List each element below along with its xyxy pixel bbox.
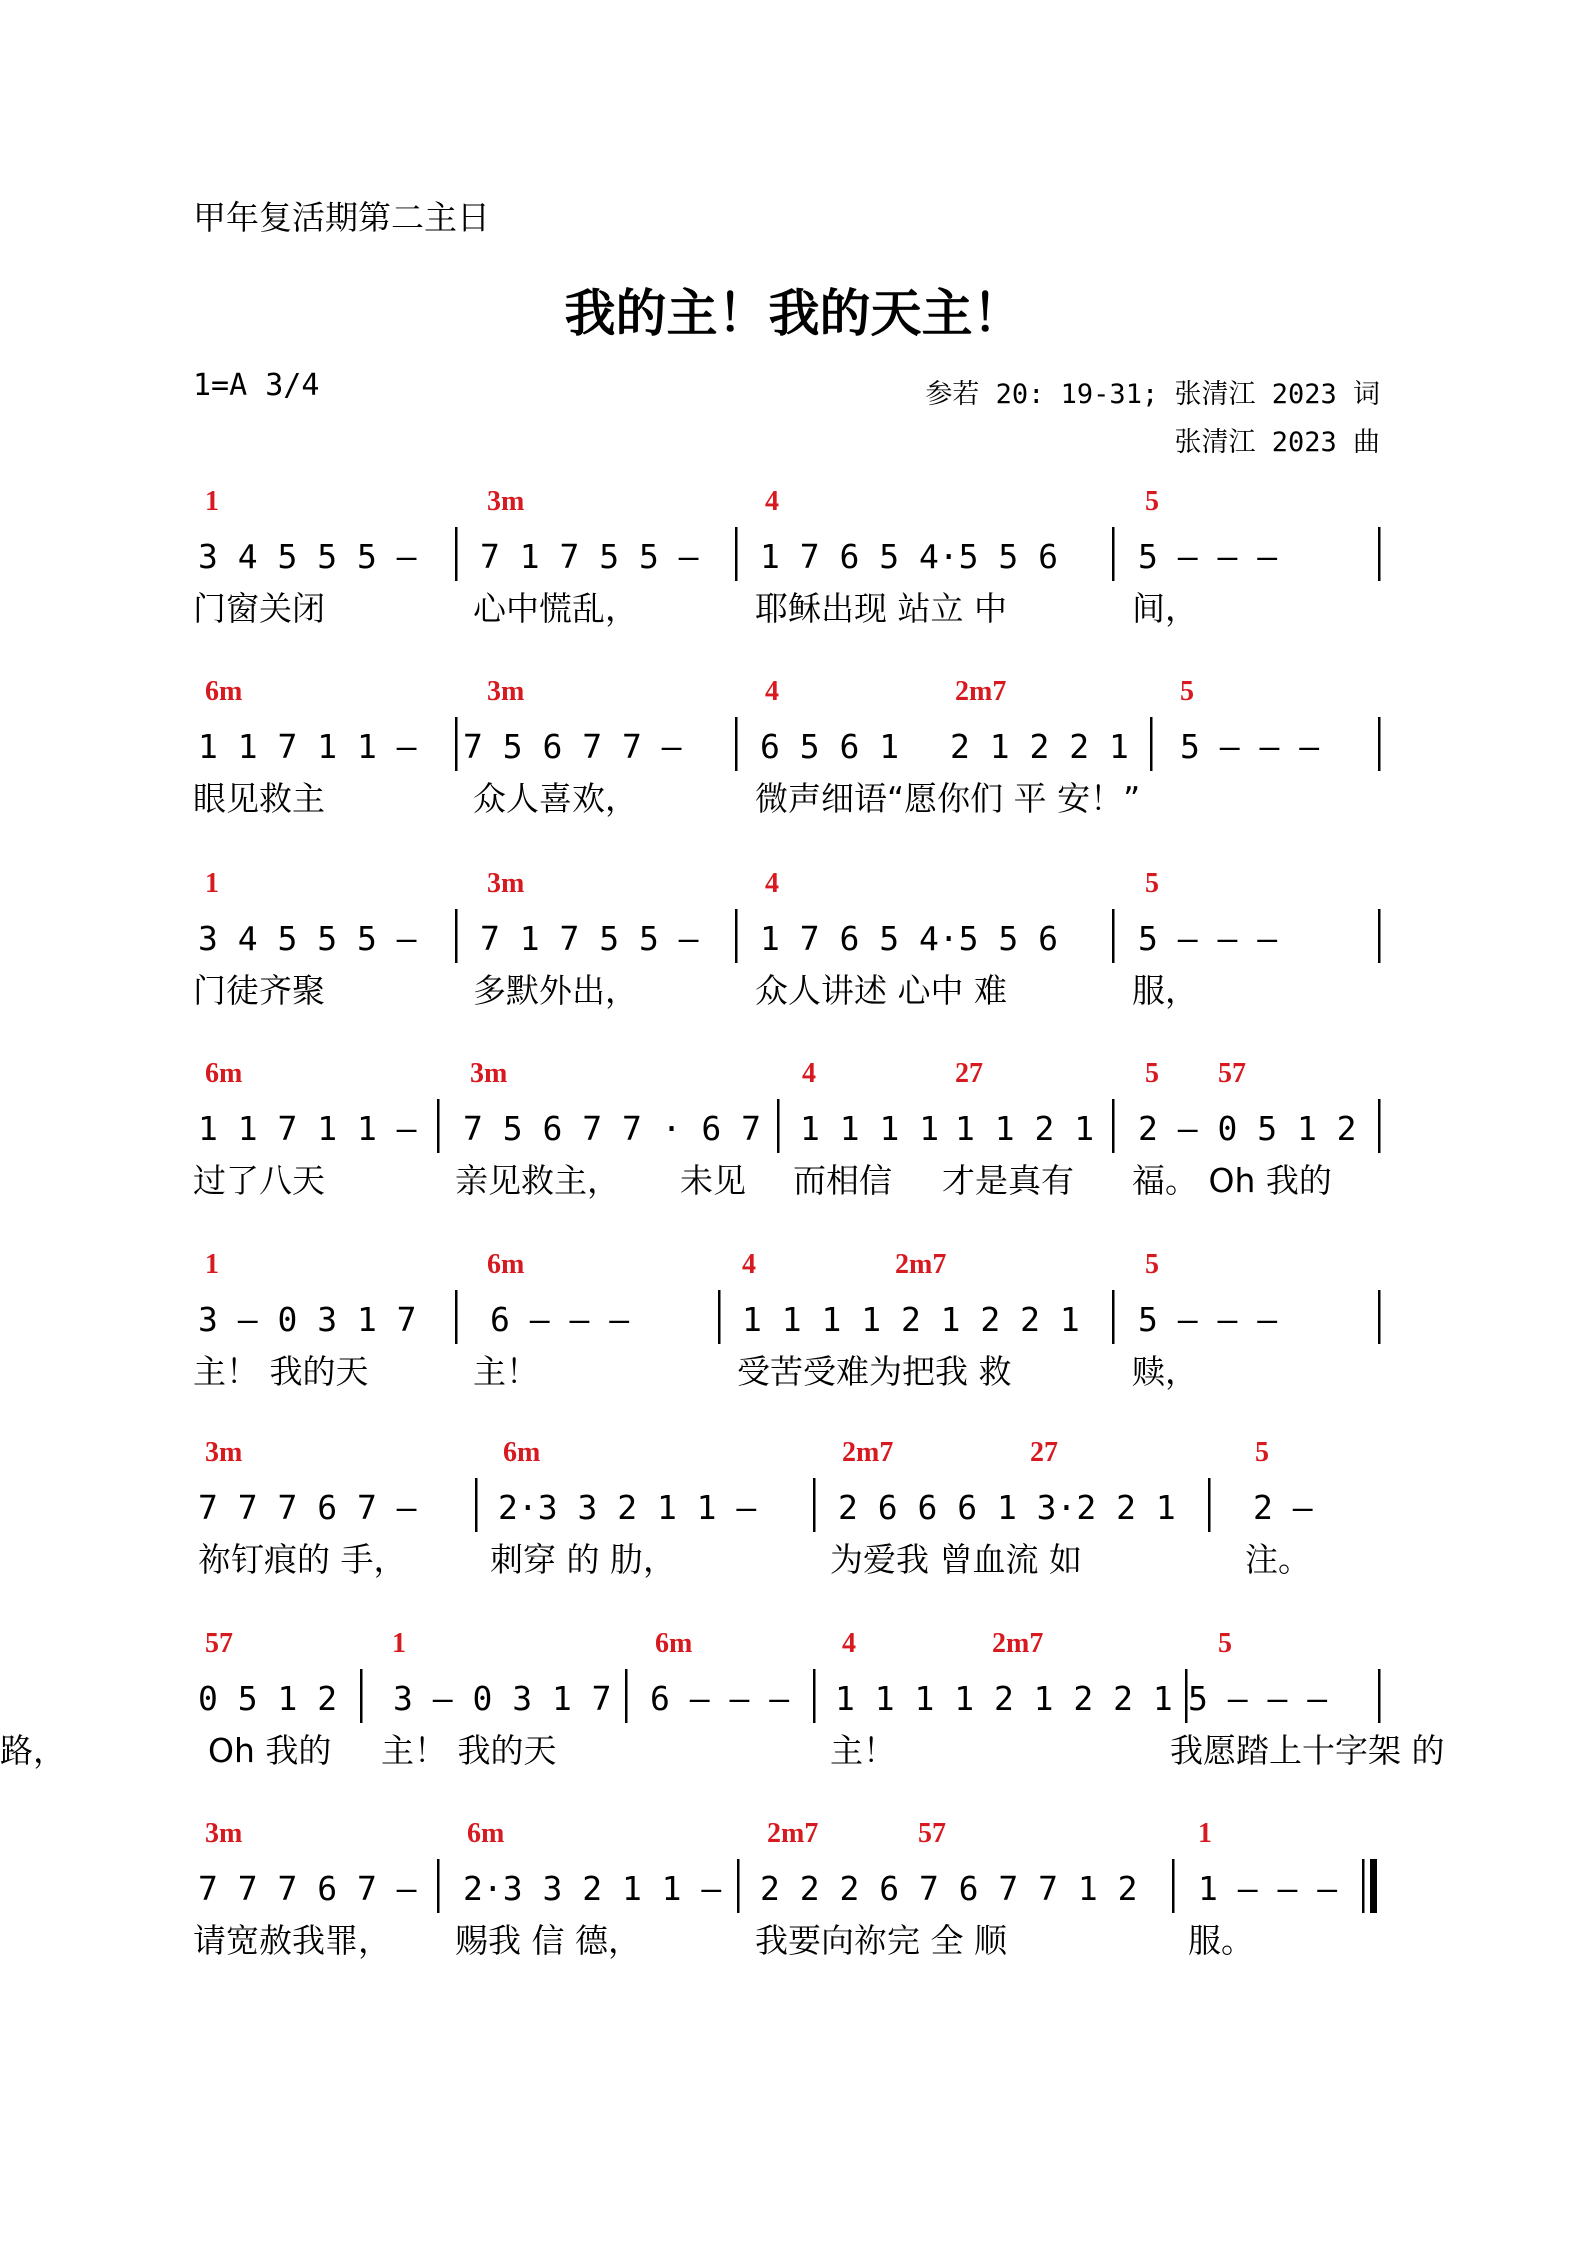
barline — [360, 1669, 363, 1723]
lyric-text: 我愿踏上十字架 的 — [1170, 1731, 1445, 1770]
lyric-text: 门窗关闭 — [193, 589, 325, 628]
note-group: 1 1 1 1 — [800, 1109, 940, 1148]
note-group: 3 – 0 3 1 7 — [393, 1679, 612, 1718]
lyric-text: 而相信 — [793, 1161, 892, 1200]
note-group: 2 – — [1253, 1488, 1313, 1527]
lyric-text: 福。 Oh 我的 — [1132, 1161, 1332, 1200]
note-group: 1 1 2 1 — [955, 1109, 1095, 1148]
note-group: 7 5 6 7 7 · 6 7 — [463, 1109, 762, 1148]
lyric-text: 主！ — [473, 1352, 539, 1391]
lyric-text: 主！ — [830, 1731, 896, 1770]
chord-symbol: 1 — [205, 1249, 219, 1280]
lyric-text: 主！ 我的天 — [193, 1352, 369, 1391]
barline — [455, 717, 458, 771]
chord-symbol: 5 — [1145, 486, 1159, 517]
lyric-text: 服， — [1132, 971, 1198, 1010]
chord-symbol: 5 — [1180, 676, 1194, 707]
chord-symbol: 1 — [205, 868, 219, 899]
chord-symbol: 4 — [842, 1628, 856, 1659]
chord-symbol: 2m7 — [992, 1628, 1044, 1659]
lyric-text: 亲见救主， — [455, 1161, 620, 1200]
barline — [455, 527, 458, 581]
barline — [475, 1478, 478, 1532]
barline — [1378, 1290, 1381, 1344]
note-group: 7 7 7 6 7 – — [198, 1869, 417, 1908]
note-group: 6 – – – — [490, 1300, 630, 1339]
note-group: 5 – – – — [1180, 727, 1320, 766]
barline — [1378, 1669, 1381, 1723]
lyric-text: 心中慌乱， — [473, 589, 638, 628]
chord-symbol: 6m — [205, 676, 243, 707]
chord-symbol: 27 — [955, 1058, 983, 1089]
barline — [1378, 1099, 1381, 1153]
final-barline — [1370, 1859, 1377, 1913]
barline — [437, 1859, 440, 1913]
barline — [1185, 1669, 1188, 1723]
chord-symbol: 3m — [487, 868, 525, 899]
lyric-text: 注。 — [1245, 1540, 1311, 1579]
lyric-text: Oh 我的 — [208, 1731, 332, 1770]
chord-symbol: 57 — [205, 1628, 233, 1659]
chord-symbol: 1 — [392, 1628, 406, 1659]
chord-symbol: 4 — [765, 486, 779, 517]
lyric-text: 赐我 信 德， — [455, 1921, 641, 1960]
note-group: 2 – 0 5 1 2 — [1138, 1109, 1357, 1148]
barline — [1378, 717, 1381, 771]
barline — [1150, 717, 1153, 771]
lyric-text: 众人喜欢， — [473, 779, 638, 818]
chord-symbol: 1 — [1198, 1818, 1212, 1849]
lyric-text: 未见 — [680, 1161, 746, 1200]
note-group: 1 1 1 1 2 1 2 2 1 — [835, 1679, 1173, 1718]
note-group: 3 4 5 5 5 – — [198, 919, 417, 958]
chord-symbol: 2m7 — [955, 676, 1007, 707]
occasion-text: 甲年复活期第二主日 — [193, 198, 490, 237]
barline — [1208, 1478, 1211, 1532]
lyric-text: 受苦受难为把我 救 — [737, 1352, 1012, 1391]
barline — [437, 1099, 440, 1153]
barline — [777, 1099, 780, 1153]
chord-symbol: 5 — [1145, 868, 1159, 899]
barline — [735, 717, 738, 771]
barline — [1112, 1099, 1115, 1153]
note-group: 0 5 1 2 — [198, 1679, 338, 1718]
lyric-text: 多默外出， — [473, 971, 638, 1010]
barline — [1378, 527, 1381, 581]
chord-symbol: 4 — [765, 676, 779, 707]
music-credit: 张清江 2023 曲 — [1174, 427, 1380, 458]
barline — [625, 1669, 628, 1723]
barline — [735, 527, 738, 581]
note-group: 6 5 6 1 — [760, 727, 900, 766]
barline — [813, 1669, 816, 1723]
lyric-text: 祢钉痕的 手， — [198, 1540, 407, 1579]
lyrics-credit: 参若 20: 19-31; 张清江 2023 词 — [925, 379, 1380, 410]
note-group: 7 5 6 7 7 – — [463, 727, 682, 766]
lyric-text: 赎， — [1132, 1352, 1198, 1391]
barline — [735, 909, 738, 963]
note-group: 3 4 5 5 5 – — [198, 537, 417, 576]
chord-symbol: 3m — [487, 486, 525, 517]
lyric-text: 门徒齐聚 — [193, 971, 325, 1010]
chord-symbol: 3m — [205, 1818, 243, 1849]
lyric-text: 耶稣出现 站立 中 — [755, 589, 1007, 628]
lyric-text: 为爱我 曾血流 如 — [830, 1540, 1082, 1579]
note-group: 7 1 7 5 5 – — [480, 537, 699, 576]
lyric-text: 主！ 我的天 — [381, 1731, 557, 1770]
barline — [1378, 909, 1381, 963]
barline — [1172, 1859, 1175, 1913]
note-group: 2 6 6 6 1 3·2 2 1 — [838, 1488, 1176, 1527]
note-group: 1 1 7 1 1 – — [198, 1109, 417, 1148]
note-group: 5 – – – — [1138, 919, 1278, 958]
chord-symbol: 57 — [1218, 1058, 1246, 1089]
chord-symbol: 1 — [205, 486, 219, 517]
chord-symbol: 6m — [467, 1818, 505, 1849]
barline — [455, 1290, 458, 1344]
note-group: 5 – – – — [1138, 1300, 1278, 1339]
barline — [455, 909, 458, 963]
note-group: 1 1 7 1 1 – — [198, 727, 417, 766]
chord-symbol: 3m — [205, 1437, 243, 1468]
note-group: 7 1 7 5 5 – — [480, 919, 699, 958]
note-group: 2 1 2 2 1 — [950, 727, 1129, 766]
note-group: 2·3 3 2 1 1 – — [463, 1869, 722, 1908]
barline — [737, 1859, 740, 1913]
chord-symbol: 4 — [765, 868, 779, 899]
note-group: 3 – 0 3 1 7 — [198, 1300, 417, 1339]
barline — [718, 1290, 721, 1344]
chord-symbol: 6m — [487, 1249, 525, 1280]
lyric-text: 路， — [0, 1731, 66, 1770]
barline — [1112, 909, 1115, 963]
lyric-text: 众人讲述 心中 难 — [755, 971, 1007, 1010]
chord-symbol: 5 — [1218, 1628, 1232, 1659]
note-group: 5 – – – — [1138, 537, 1278, 576]
note-group: 5 – – – — [1188, 1679, 1328, 1718]
lyric-text: 请宽赦我罪， — [193, 1921, 391, 1960]
chord-symbol: 5 — [1145, 1249, 1159, 1280]
barline — [1112, 527, 1115, 581]
key-time-signature: 1=A 3/4 — [193, 368, 320, 403]
note-group: 2 2 2 6 7 6 7 7 1 2 — [760, 1869, 1138, 1908]
chord-symbol: 6m — [503, 1437, 541, 1468]
barline — [1362, 1859, 1365, 1913]
barline — [1112, 1290, 1115, 1344]
note-group: 1 1 1 1 2 1 2 2 1 — [742, 1300, 1080, 1339]
song-title: 我的主！我的天主！ — [564, 285, 1024, 344]
note-group: 1 7 6 5 4·5 5 6 — [760, 919, 1059, 958]
chord-symbol: 3m — [470, 1058, 508, 1089]
note-group: 2·3 3 2 1 1 – — [498, 1488, 757, 1527]
chord-symbol: 4 — [802, 1058, 816, 1089]
lyric-text: 才是真有 — [942, 1161, 1074, 1200]
note-group: 6 – – – — [650, 1679, 790, 1718]
note-group: 1 7 6 5 4·5 5 6 — [760, 537, 1059, 576]
barline — [813, 1478, 816, 1532]
lyric-text: 服。 — [1188, 1921, 1254, 1960]
chord-symbol: 6m — [655, 1628, 693, 1659]
chord-symbol: 27 — [1030, 1437, 1058, 1468]
chord-symbol: 5 — [1255, 1437, 1269, 1468]
lyric-text: 过了八天 — [193, 1161, 325, 1200]
chord-symbol: 6m — [205, 1058, 243, 1089]
lyric-text: 我要向祢完 全 顺 — [755, 1921, 1007, 1960]
lyric-text: 刺穿 的 肋， — [490, 1540, 676, 1579]
chord-symbol: 5 — [1145, 1058, 1159, 1089]
chord-symbol: 2m7 — [895, 1249, 947, 1280]
lyric-text: 间， — [1132, 589, 1198, 628]
chord-symbol: 4 — [742, 1249, 756, 1280]
chord-symbol: 3m — [487, 676, 525, 707]
chord-symbol: 57 — [918, 1818, 946, 1849]
lyric-text: 微声细语“愿你们 平 安！” — [755, 779, 1141, 818]
note-group: 7 7 7 6 7 – — [198, 1488, 417, 1527]
lyric-text: 眼见救主 — [193, 779, 325, 818]
chord-symbol: 2m7 — [842, 1437, 894, 1468]
chord-symbol: 2m7 — [767, 1818, 819, 1849]
note-group: 1 – – – — [1198, 1869, 1338, 1908]
